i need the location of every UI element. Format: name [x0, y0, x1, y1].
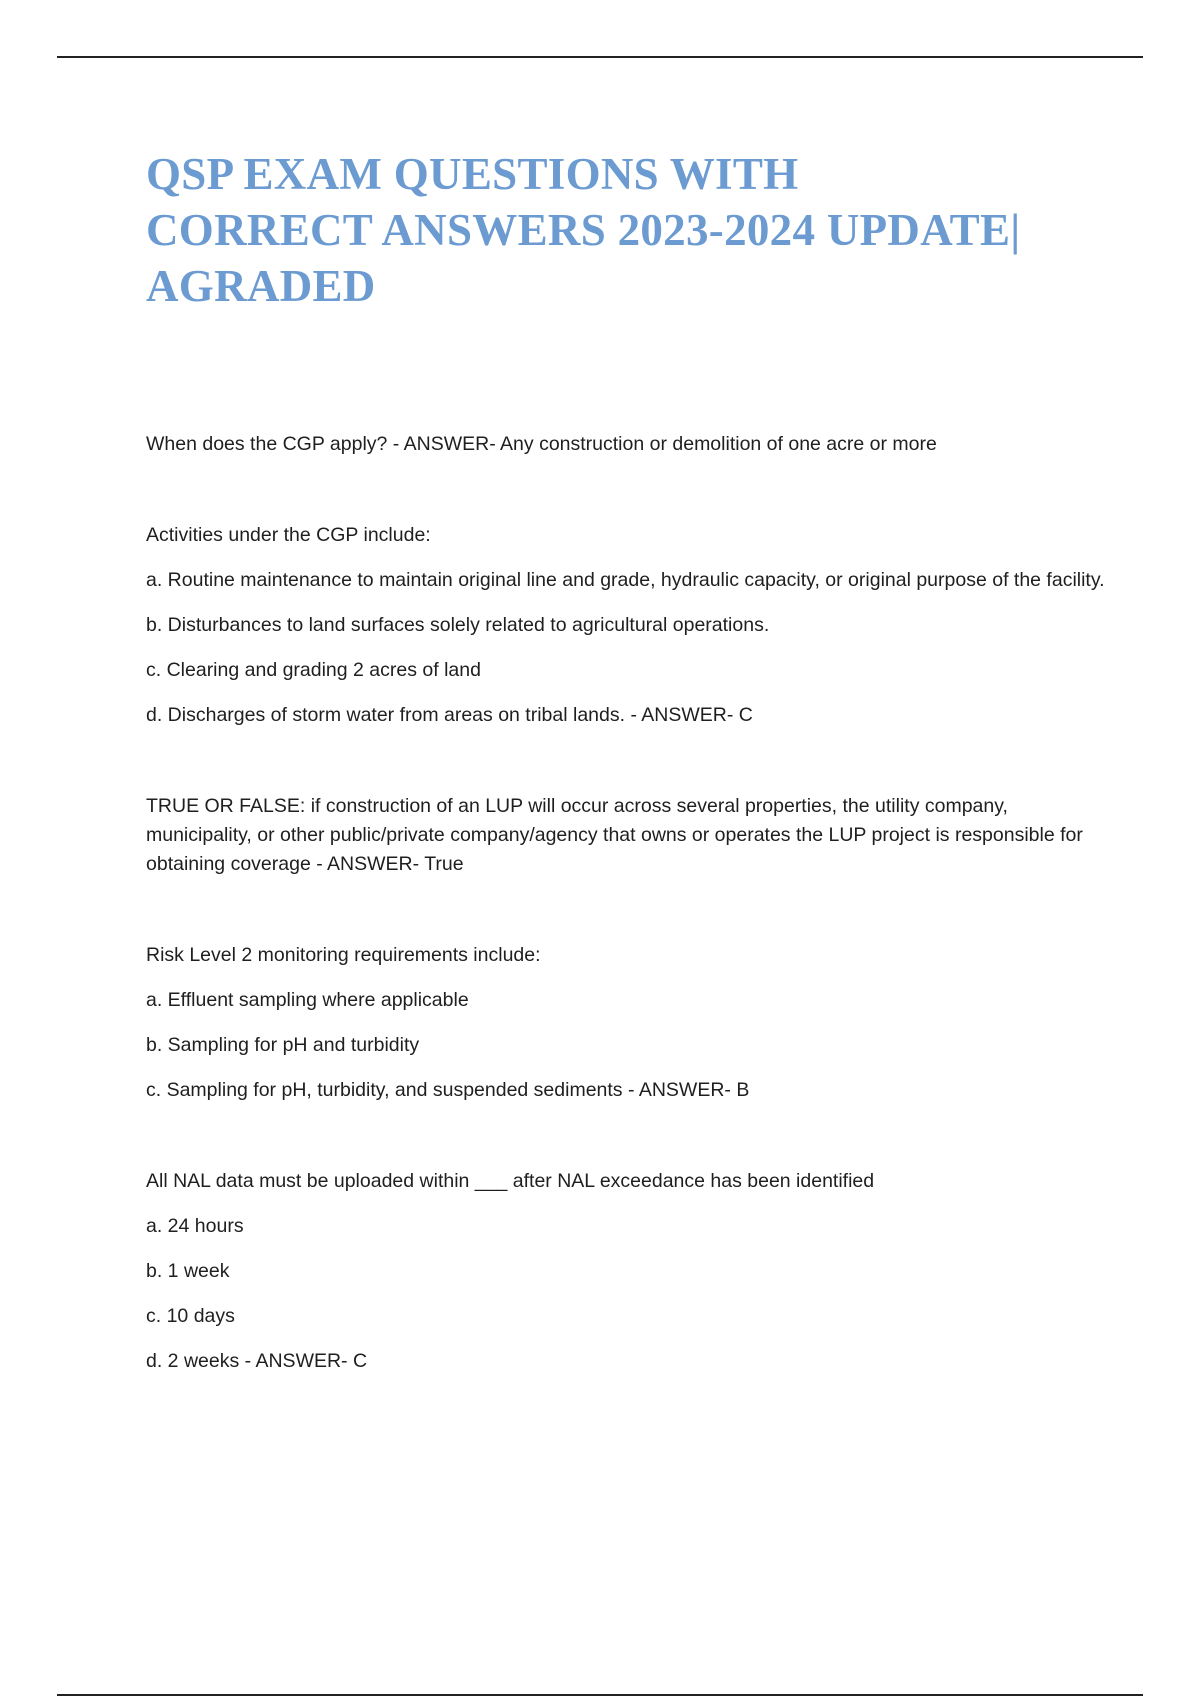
top-divider	[57, 56, 1143, 58]
question-4-option-a: a. Effluent sampling where applicable	[146, 989, 469, 1011]
bottom-divider	[57, 1694, 1143, 1696]
question-2-text: Activities under the CGP include:	[146, 524, 431, 546]
question-2-option-a: a. Routine maintenance to maintain original line and grade, hydraulic capacity, or original purpose of the facility.	[146, 569, 1105, 591]
question-3-text: TRUE OR FALSE: if construction of an LUP will occur across several properties, the utility company, municipality, or other public/private company/agency that owns or operates the LUP project is responsible for obtaining coverage - ANSWER- True	[146, 795, 1083, 875]
document-title	[146, 146, 1146, 314]
title-line-2: CORRECT ANSWERS 2023-2024 UPDATE|	[146, 205, 1021, 255]
question-1-text: When does the CGP apply? - ANSWER- Any construction or demolition of one acre or more	[146, 433, 937, 455]
title-line-3: AGRADED	[146, 261, 376, 311]
document-body	[146, 430, 1106, 1438]
question-2-option-c: c. Clearing and grading 2 acres of land	[146, 659, 481, 681]
question-5-option-c: c. 10 days	[146, 1305, 235, 1327]
question-5-option-a: a. 24 hours	[146, 1215, 244, 1237]
question-5-option-b: b. 1 week	[146, 1260, 230, 1282]
question-5-text: All NAL data must be uploaded within ___ after NAL exceedance has been identified	[146, 1170, 875, 1192]
question-4-text: Risk Level 2 monitoring requirements include:	[146, 944, 541, 966]
question-4	[146, 941, 1106, 1105]
question-2-option-b: b. Disturbances to land surfaces solely related to agricultural operations.	[146, 614, 770, 636]
question-2	[146, 521, 1106, 730]
question-3	[146, 792, 1106, 879]
question-5-option-d: d. 2 weeks - ANSWER- C	[146, 1350, 368, 1372]
question-1	[146, 430, 1106, 459]
question-4-option-b: b. Sampling for pH and turbidity	[146, 1034, 420, 1056]
question-2-option-d: d. Discharges of storm water from areas on tribal lands. - ANSWER- C	[146, 704, 753, 726]
title-line-1: QSP EXAM QUESTIONS WITH	[146, 149, 799, 199]
question-4-option-c: c. Sampling for pH, turbidity, and suspended sediments - ANSWER- B	[146, 1079, 750, 1101]
question-5	[146, 1167, 1106, 1376]
